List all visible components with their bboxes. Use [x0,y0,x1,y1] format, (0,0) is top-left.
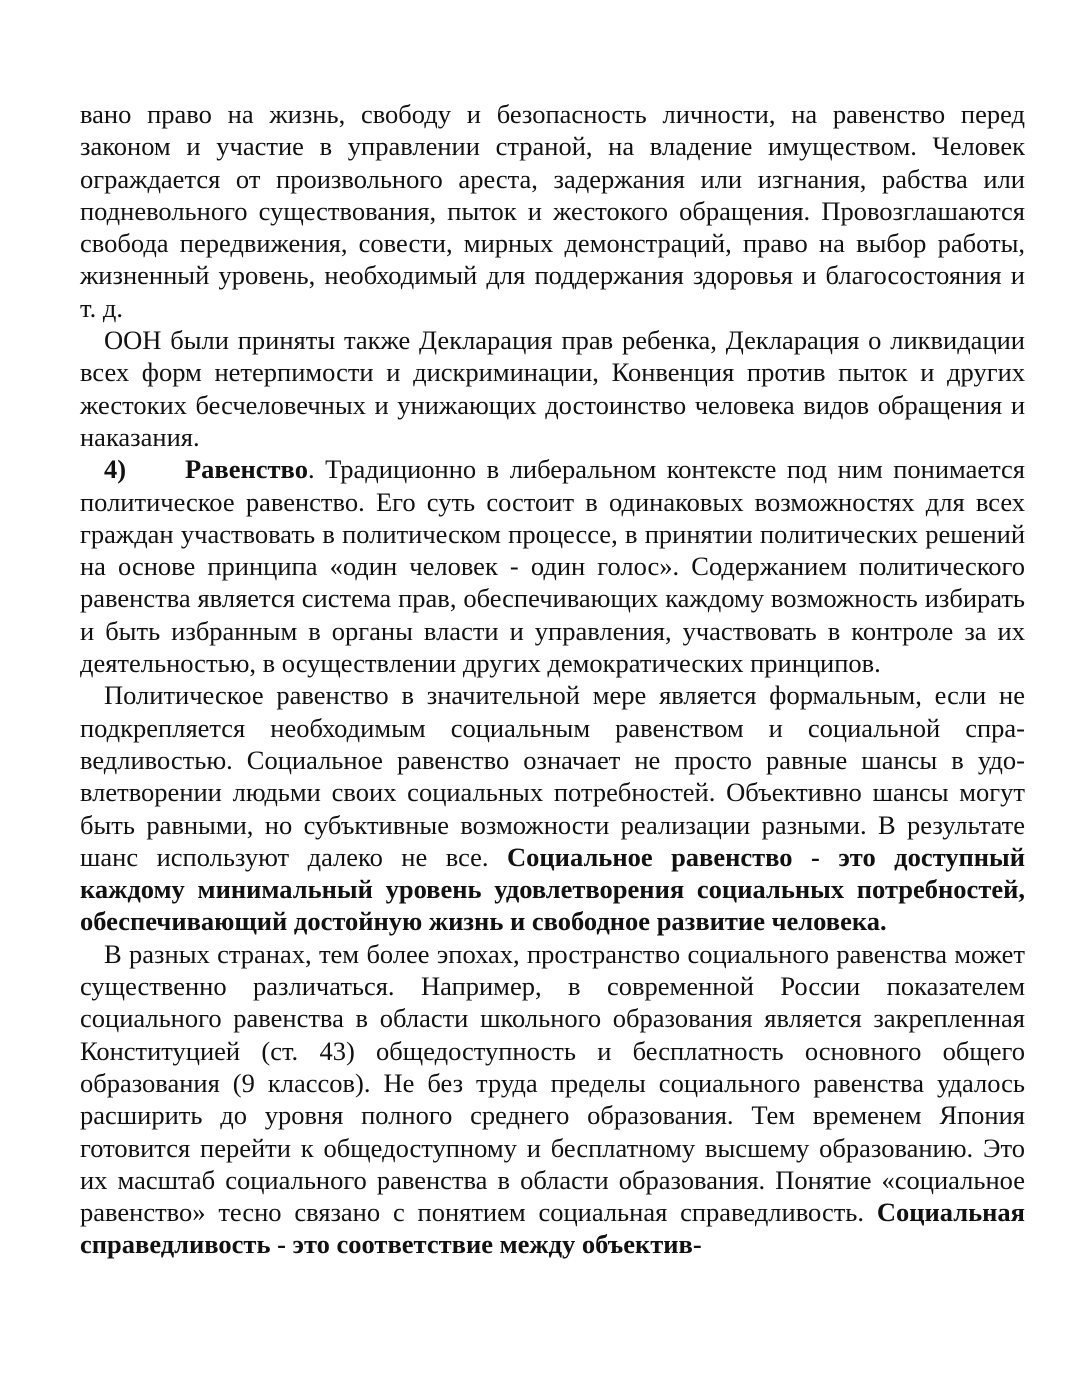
paragraph-social-equality-text: Политическое равенство в значительной мере является формальным, если не подкрепляется необходимым социальным равенством и социальной справедливостью. Социальное равенство означает не просто равные шансы в удовлетворении людьми своих социальных потребностей. Объективно шансы могут быть равными, но субъктивные возможности реализации разными. В результате шанс используют далеко не все. [80,680,1025,872]
paragraph-social-equality [80,679,1025,937]
paragraph-social-justice [80,938,1025,1261]
paragraph-un-declarations: ООН были приняты также Декларация прав ребенка, Декларация о ликвидации всех форм нетерпимости и дискриминации, Конвенция против пыток и других жестоких бесчеловечных и унижающих достоинство человека видов обращения и наказания. [80,325,1025,452]
paragraph-equality [80,453,1025,679]
term-equality: Равенство [185,454,308,485]
paragraph-rights-list: вано право на жизнь, свободу и безопасность личности, на равенство перед законом и участие в управлении страной, на владение имуществом. Человек ограждается от произвольного ареста, задержания или изгнания, рабства или подневольного существования, пыток и жестокого обращения. Провозглашаются свобода передвижения, совести, мирных демонстраций, право на выбор работы, жизненный уровень, необходимый для поддержания здоровья и благосостояния и т. д. [80,99,1025,323]
definition-social-equality: Социальное равенство - это доступный каждому минимальный уровень удовлетворения социальных потребностей, обеспечивающий достойную жизнь и свободное развитие человека. [80,841,1026,937]
paragraph-equality-text: . Традиционно в либеральном контексте под ним понимается политическое равенство. Его суть состоит в одинаковых возможностях для всех граждан участвовать в политическом процессе, в принятии политических решений на основе принципа «один человек - один голос». Содержанием политического равенства является система прав, обеспечивающих каждому возможность избирать и быть избранным в органы власти и управления, участвовать в контроле за их деятельностью, в осуществлении других демократических принципов. [80,454,1025,679]
paragraph-social-justice-text: В разных странах, тем более эпохах, пространство социального равенства может существенно различаться. Например, в современной России показателем социального равенства в области школьного образования является закрепленная Конституцией (ст. 43) общедоступность и бесплатность основного общего образования (9 классов). Не без труда пределы социального равенства удалось расширить до уровня полного среднего образования. Тем временем Япония готовится перейти к общедоступному и бесплатному высшему образованию. Это их масштаб социального равенства в области образования. Понятие «социальное равенство» тесно связано с понятием социальная справедливость. [80,938,1025,1228]
list-number: 4) [104,454,127,485]
document-page [80,98,1025,1261]
definition-social-justice: Социальная справедливость - это соответствие между объектив- [80,1197,1025,1260]
